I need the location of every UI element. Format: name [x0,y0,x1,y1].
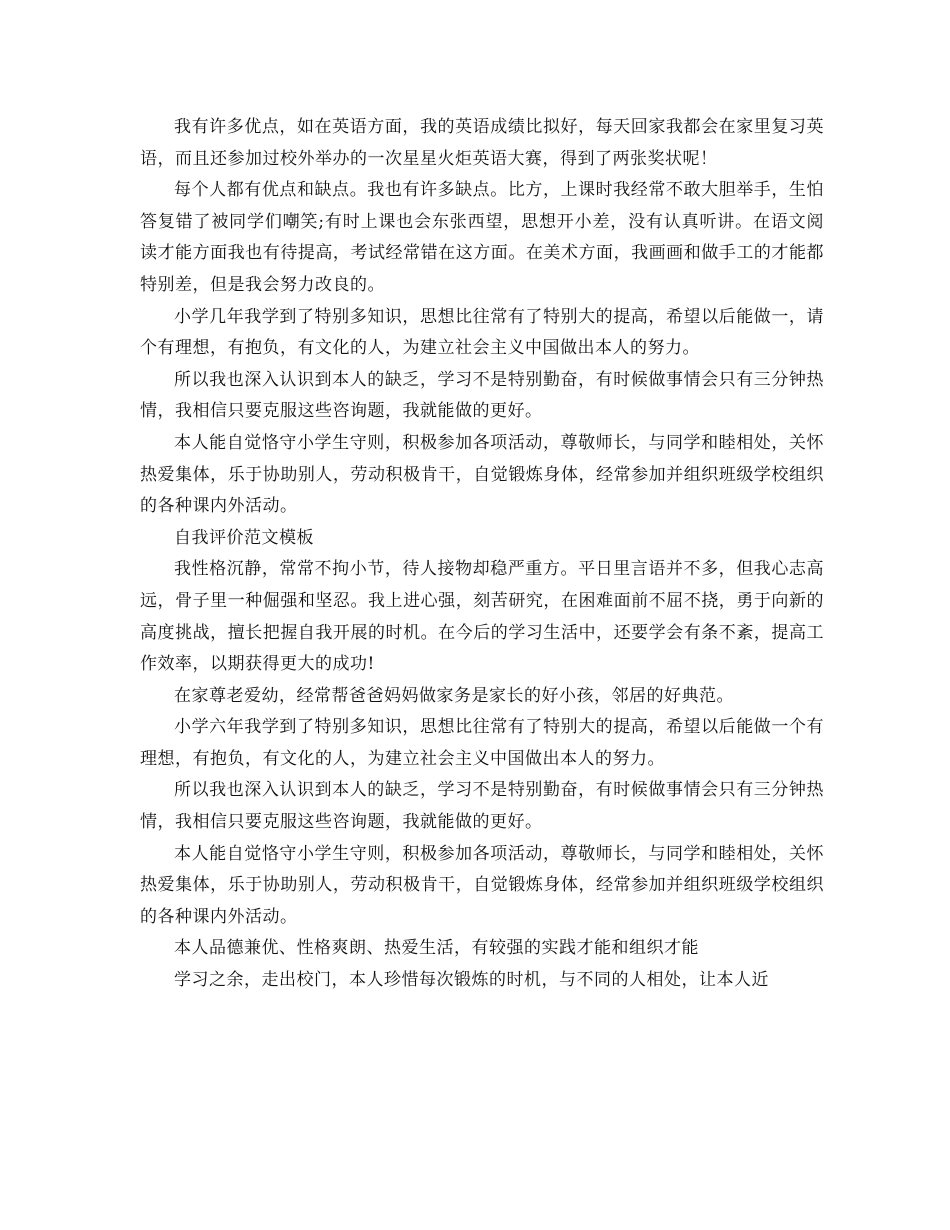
paragraph-3: 小学几年我学到了特别多知识，思想比往常有了特别大的提高，希望以后能做一，请个有理想，有抱负，有文化的人，为建立社会主义中国做出本人的努力。 [140,306,824,359]
paragraph-8: 在家尊老爱幼，经常帮爸爸妈妈做家务是家长的好小孩，邻居的好典范。 [174,685,734,706]
paragraph-1: 我有许多优点，如在英语方面，我的英语成绩比拟好，每天回家我都会在家里复习英语，而且还参加过校外举办的一次星星火炬英语大赛，得到了两张奖状呢！ [140,117,824,169]
paragraph-2: 每个人都有优点和缺点。我也有许多缺点。比方，上课时我经常不敢大胆举手，生怕答复错了被同学们嘲笑;有时上课也会东张西望，思想开小差，没有认真听讲。在语文阅读才能方面我也有待提高，考试经常错在这方面。在美术方面，我画画和做手工的才能都特别差，但是我会努力改良的。 [140,180,824,295]
paragraph-10: 所以我也深入认识到本人的缺乏，学习不是特别勤奋，有时候做事情会只有三分钟热情，我相信只要克服这些咨询题，我就能做的更好。 [140,780,824,833]
document-body [140,112,824,997]
paragraph-13: 学习之余，走出校门，本人珍惜每次锻炼的时机，与不同的人相处，让本人近 [174,970,769,991]
paragraph-7: 我性格沉静，常常不拘小节，待人接物却稳严重方。平日里言语并不多，但我心志高远，骨子里一种倔强和坚忍。我上进心强，刻苦研究，在困难面前不屈不挠，勇于向新的高度挑战，擅长把握自我开展的时机。在今后的学习生活中，还要学会有条不紊，提高工作效率，以期获得更大的成功! [140,559,824,675]
section-heading: 自我评价范文模板 [174,527,314,548]
paragraph-9: 小学六年我学到了特别多知识，思想比往常有了特别大的提高，希望以后能做一个有理想，有抱负，有文化的人，为建立社会主义中国做出本人的努力。 [140,717,824,769]
paragraph-11: 本人能自觉恪守小学生守则，积极参加各项活动，尊敬师长，与同学和睦相处，关怀热爱集体，乐于协助别人，劳动积极肯干，自觉锻炼身体，经常参加并组织班级学校组织的各种课内外活动。 [140,843,824,927]
paragraph-12: 本人品德兼优、性格爽朗、热爱生活，有较强的实践才能和组织才能 [174,938,699,959]
paragraph-4: 所以我也深入认识到本人的缺乏，学习不是特别勤奋，有时候做事情会只有三分钟热情，我相信只要克服这些咨询题，我就能做的更好。 [140,369,824,422]
paragraph-5: 本人能自觉恪守小学生守则，积极参加各项活动，尊敬师长，与同学和睦相处，关怀热爱集体，乐于协助别人，劳动积极肯干，自觉锻炼身体，经常参加并组织班级学校组织的各种课内外活动。 [140,432,824,517]
